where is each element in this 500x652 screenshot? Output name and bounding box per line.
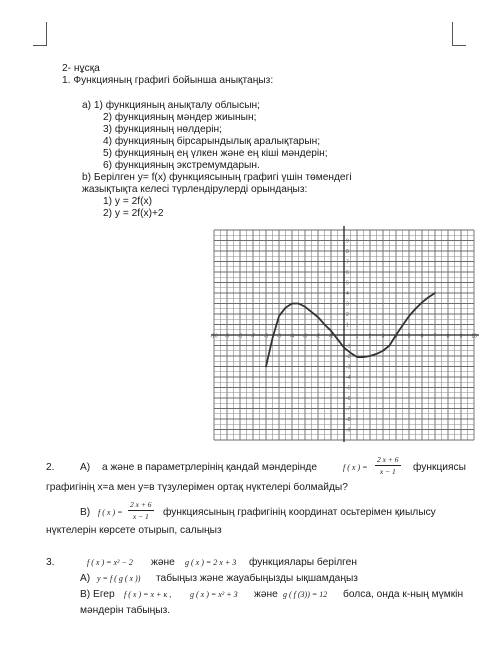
x-tick-label: -5 (276, 333, 282, 340)
task3-a-formula: y = f ( g ( x )) (97, 574, 141, 583)
x-tick-label: 6 (420, 333, 424, 340)
x-tick-label: 5 (407, 333, 411, 340)
task2-a-fraction-numerator: 2 x + 6 (377, 455, 399, 464)
task3-a-text: табыңыз және жауабыңызды ықшамдаңыз (156, 573, 358, 584)
y-tick-label: -3 (346, 364, 351, 371)
task2-b-line2: нүктелерін көрсете отырып, салыңыз (46, 525, 222, 536)
task1-a-item-3: 3) функцияның нөлдерін; (103, 124, 223, 135)
task3-b-line2: мәндерін табыңыз. (80, 605, 171, 616)
function-graph (210, 222, 482, 444)
task2-b-fraction-denominator: x − 1 (132, 512, 149, 521)
y-tick-label: 1 (346, 322, 349, 329)
task2-a-fraction-denominator: x − 1 (379, 467, 396, 476)
task2-a-line2: графигінің х=а мен у=в түзулерімен ортақ нүктелері болмайды? (46, 482, 348, 493)
x-tick-label: -4 (289, 333, 295, 340)
task2-b-fraction-numerator: 2 x + 6 (130, 500, 152, 509)
task3-b-f: f ( x ) = x + к , (124, 590, 172, 599)
x-tick-label: -7 (250, 333, 256, 340)
crop-mark-top-left (33, 22, 47, 46)
task3-number: 3. (46, 557, 55, 568)
x-tick-label: -10 (210, 333, 218, 340)
task2-a-f-prefix: f ( x ) = (343, 463, 368, 472)
x-tick-label: -2 (315, 333, 321, 340)
task1-a-item-5: 5) функцияның ең үлкен және ең кіші мәндерін; (103, 148, 328, 159)
task1-b-item-2: 2) y = 2f(x)+2 (103, 208, 164, 219)
task2-a-suffix: функциясы (413, 462, 466, 473)
task2-b-suffix: функциясының графигінің координат осьтерімен қиылысу (163, 507, 436, 518)
x-tick-label: -9 (224, 333, 230, 340)
task1-b-line2: жазықтықта келесі түрлендірулерді орындаңыз: (82, 184, 308, 195)
task3-and2: және (254, 589, 278, 600)
task3-b-text: болса, онда к-ның мүмкін (343, 589, 464, 600)
task2-number: 2. (46, 462, 55, 473)
x-tick-label: 10 (471, 333, 477, 340)
task3-b-cond: g ( f (3)) = 12 (283, 590, 328, 599)
x-tick-label: 9 (459, 333, 463, 340)
x-tick-label: 7 (433, 333, 437, 340)
task2-b-f-prefix: f ( x ) = (98, 508, 123, 517)
y-tick-label: 5 (346, 280, 349, 287)
task1-heading: 1. Функцияның графигі бойынша анықтаңыз: (62, 75, 274, 86)
y-tick-label: -1 (346, 343, 351, 350)
y-tick-label: -2 (346, 353, 351, 360)
task2-a-label: A) (80, 462, 91, 473)
y-tick-label: 8 (346, 248, 349, 255)
task3-a-label: A) (80, 573, 91, 584)
y-tick-label: 6 (346, 269, 349, 276)
x-tick-label: 3 (381, 333, 385, 340)
y-tick-label: 2 (346, 311, 349, 318)
y-tick-label: -6 (346, 395, 351, 402)
y-tick-label: -8 (346, 416, 351, 423)
task1-a-item-6: 6) функцияның экстремумдарын. (103, 160, 260, 171)
x-tick-label: -6 (263, 333, 269, 340)
y-tick-label: 7 (346, 259, 349, 266)
task3-f-def: f ( x ) = x² − 2 (87, 558, 133, 567)
task2-b-fraction (128, 500, 154, 521)
x-tick-label: 2 (368, 333, 372, 340)
x-tick-label: -1 (328, 333, 334, 340)
y-tick-label: -7 (346, 406, 351, 413)
task2-a-fraction (375, 455, 401, 476)
y-tick-label: 4 (346, 290, 349, 297)
x-tick-label: 4 (394, 333, 398, 340)
y-tick-label: -4 (346, 374, 351, 381)
task1-a-item-2: 2) функцияның мәндер жиынын; (103, 112, 257, 123)
task3-b-g: g ( x ) = x² + 3 (190, 590, 238, 599)
crop-mark-top-right (452, 22, 466, 46)
y-tick-label: 9 (346, 238, 349, 245)
y-tick-label: 3 (346, 301, 349, 308)
task2-b-label: B) (80, 507, 91, 518)
task3-b-label: B) Егер (80, 589, 115, 600)
task1-a-item-4: 4) функцияның бірсарындылық аралықтарын; (103, 136, 321, 147)
variant-title: 2- нұсқа (62, 63, 100, 74)
task1-b-item-1: 1) y = 2f(x) (103, 196, 152, 207)
task3-and1: және (151, 557, 175, 568)
x-tick-label: -3 (302, 333, 308, 340)
task3-g-def: g ( x ) = 2 x + 3 (185, 558, 237, 567)
x-tick-label: 1 (355, 333, 359, 340)
task3-given-text: функциялары берілген (249, 557, 357, 568)
y-tick-label: -9 (346, 427, 351, 434)
task1-a-item-1: a) 1) функцияның анықталу облысын; (82, 100, 261, 111)
task1-b-line1: b) Берілген y= f(x) функциясының графигі үшін төмендегі (82, 172, 352, 183)
x-tick-label: 8 (446, 333, 450, 340)
task2-a-text: а және в параметрлерінің қандай мәндерінде (102, 462, 318, 473)
x-tick-label: -8 (237, 333, 243, 340)
y-tick-label: -5 (346, 385, 351, 392)
